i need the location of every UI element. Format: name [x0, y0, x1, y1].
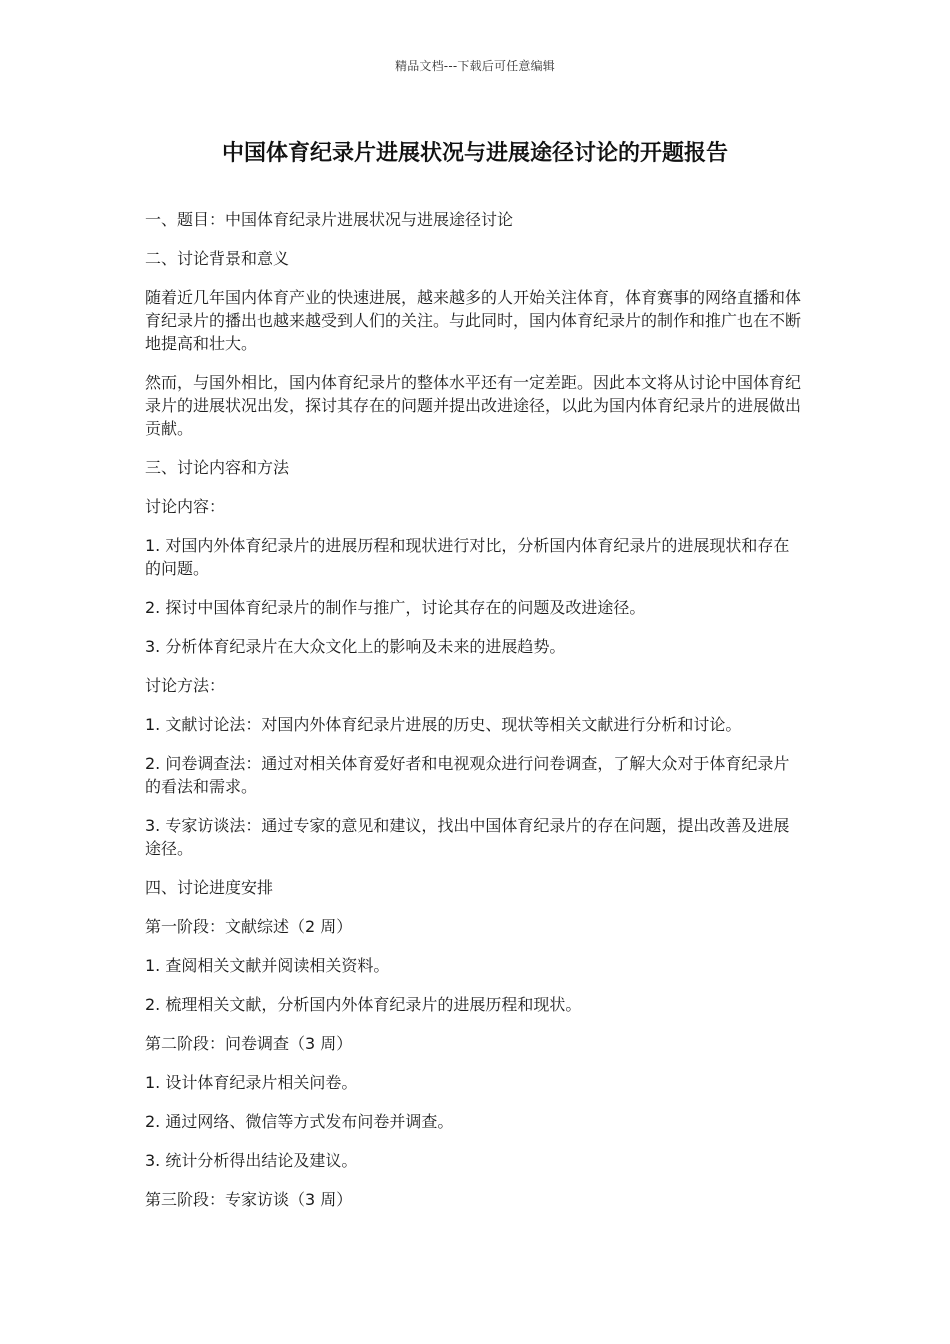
subheading-content: 讨论内容： [145, 497, 226, 516]
content-item-1: 1. 对国内外体育纪录片的进展历程和现状进行对比，分析国内体育纪录片的进展现状和存在的问题。 [145, 536, 790, 578]
document-body [145, 208, 805, 1227]
stage-2-item-2: 2. 通过网络、微信等方式发布问卷并调查。 [145, 1112, 454, 1131]
section-heading-schedule: 四、讨论进度安排 [145, 878, 274, 897]
stage-1-item-1: 1. 查阅相关文献并阅读相关资料。 [145, 956, 390, 975]
method-item-3: 3. 专家访谈法：通过专家的意见和建议，找出中国体育纪录片的存在问题，提出改善及进展途径。 [145, 816, 790, 858]
stage-1-heading: 第一阶段：文献综述（2 周） [145, 917, 353, 936]
stage-3-heading: 第三阶段：专家访谈（3 周） [145, 1190, 353, 1209]
significance-paragraph: 然而，与国外相比，国内体育纪录片的整体水平还有一定差距。因此本文将从讨论中国体育纪录片的进展状况出发，探讨其存在的问题并提出改进途径，以此为国内体育纪录片的进展做出贡献。 [145, 373, 802, 438]
content-item-3: 3. 分析体育纪录片在大众文化上的影响及未来的进展趋势。 [145, 637, 566, 656]
section-heading-background: 二、讨论背景和意义 [145, 249, 290, 268]
document-title: 中国体育纪录片进展状况与进展途径讨论的开题报告 [221, 141, 728, 166]
page-header: 精品文档---下载后可任意编辑 [395, 59, 555, 73]
stage-2-item-3: 3. 统计分析得出结论及建议。 [145, 1151, 358, 1170]
background-paragraph: 随着近几年国内体育产业的快速进展，越来越多的人开始关注体育，体育赛事的网络直播和体育纪录片的播出也越来越受到人们的关注。与此同时，国内体育纪录片的制作和推广也在不断地提高和壮大。 [145, 288, 802, 353]
method-item-2: 2. 问卷调查法：通过对相关体育爱好者和电视观众进行问卷调查，了解大众对于体育纪录片的看法和需求。 [145, 754, 790, 796]
stage-1-item-2: 2. 梳理相关文献，分析国内外体育纪录片的进展历程和现状。 [145, 995, 582, 1014]
section-topic: 一、题目：中国体育纪录片进展状况与进展途径讨论 [145, 210, 514, 229]
subheading-methods: 讨论方法： [145, 676, 226, 695]
stage-2-heading: 第二阶段：问卷调查（3 周） [145, 1034, 353, 1053]
section-heading-content-methods: 三、讨论内容和方法 [145, 458, 290, 477]
method-item-1: 1. 文献讨论法：对国内外体育纪录片进展的历史、现状等相关文献进行分析和讨论。 [145, 715, 742, 734]
stage-2-item-1: 1. 设计体育纪录片相关问卷。 [145, 1073, 358, 1092]
content-item-2: 2. 探讨中国体育纪录片的制作与推广，讨论其存在的问题及改进途径。 [145, 598, 646, 617]
